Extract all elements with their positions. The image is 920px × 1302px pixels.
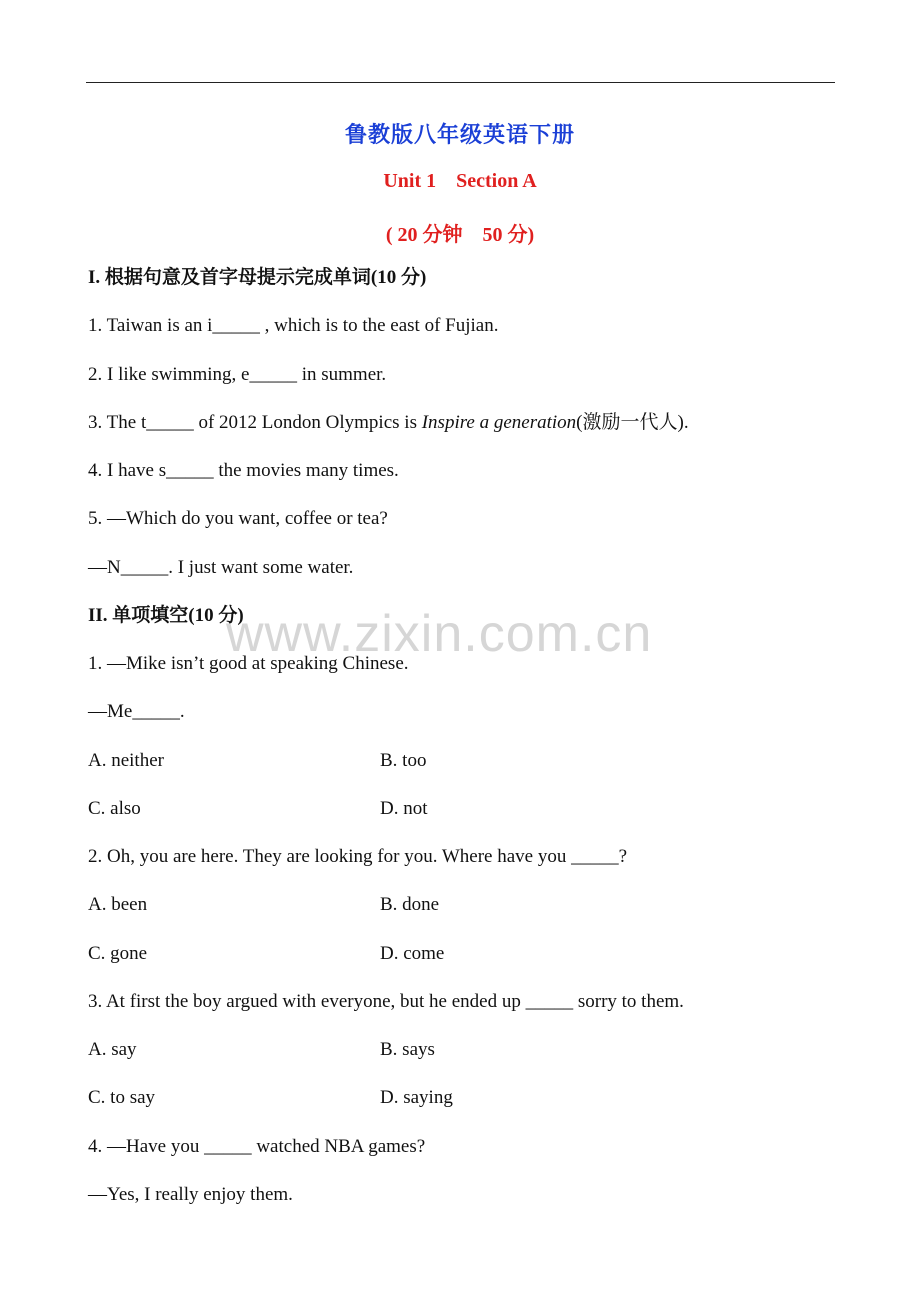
s2-q1-option-c: C. also <box>88 798 141 819</box>
s2-q2-option-b: B. done <box>380 894 440 915</box>
s1-question-4: 4. I have s_____ the movies many times. <box>88 460 399 481</box>
section-2-heading: II. 单项填空(10 分) <box>88 605 244 626</box>
s1-question-5: 5. —Which do you want, coffee or tea? <box>88 508 388 529</box>
s1-q3-slogan: Inspire a generation <box>421 412 577 433</box>
s2-question-1-reply: —Me_____. <box>88 701 185 722</box>
section-1-heading: I. 根据句意及首字母提示完成单词(10 分) <box>88 267 427 288</box>
s2-question-2: 2. Oh, you are here. They are looking for you. Where have you _____? <box>88 846 628 867</box>
s2-question-3: 3. At first the boy argued with everyone, but he ended up _____ sorry to them. <box>88 991 684 1012</box>
s2-q1-option-d: D. not <box>380 798 428 819</box>
s1-question-3 <box>88 411 689 435</box>
s1-question-5-reply: —N_____. I just want some water. <box>88 557 354 578</box>
s2-q3-option-d: D. saying <box>380 1087 453 1108</box>
s1-question-2: 2. I like swimming, e_____ in summer. <box>88 364 387 385</box>
watermark: www.zixin.com.cn <box>226 605 653 663</box>
s2-q2-option-c: C. gone <box>88 943 148 964</box>
unit-subtitle: Unit 1 Section A <box>383 170 537 192</box>
s2-q2-option-a: A. been <box>88 894 148 915</box>
document-title: 鲁教版八年级英语下册 <box>344 122 575 148</box>
s2-q3-option-a: A. say <box>88 1039 137 1060</box>
s1-q3-suffix: (激励一代人). <box>576 412 689 433</box>
s2-question-4-reply: —Yes, I really enjoy them. <box>88 1184 293 1205</box>
s1-question-1: 1. Taiwan is an i_____ , which is to the east of Fujian. <box>88 315 499 336</box>
s2-q1-option-b: B. too <box>380 750 427 771</box>
s2-q3-option-b: B. says <box>380 1039 435 1060</box>
s2-question-1: 1. —Mike isn’t good at speaking Chinese. <box>88 653 409 674</box>
time-score-subtitle: ( 20 分钟 50 分) <box>385 224 535 246</box>
s2-q1-option-a: A. neither <box>88 750 164 771</box>
s2-q2-option-d: D. come <box>380 943 445 964</box>
s2-question-4: 4. —Have you _____ watched NBA games? <box>88 1136 426 1157</box>
s2-q3-option-c: C. to say <box>88 1087 156 1108</box>
header-rule <box>86 82 835 83</box>
s1-q3-prefix: 3. The t_____ of 2012 London Olympics is <box>88 412 422 433</box>
